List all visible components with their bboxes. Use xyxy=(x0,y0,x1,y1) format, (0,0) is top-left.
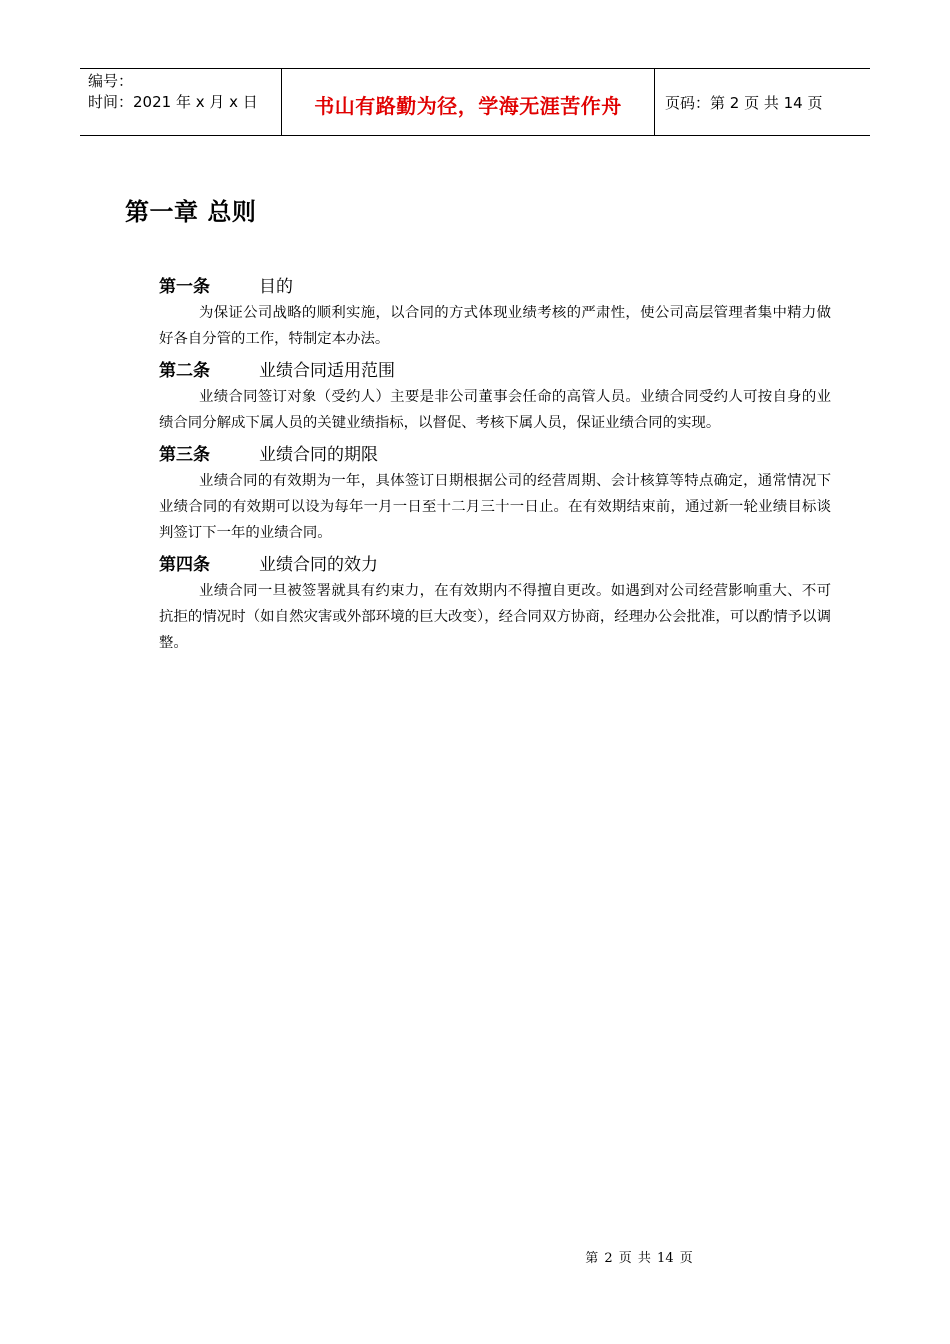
article-1 xyxy=(159,274,831,352)
article-number: 第一条 xyxy=(159,277,210,297)
header-page-cell xyxy=(655,69,870,135)
article-heading xyxy=(159,274,831,300)
time-label: 时间：2021 年 x 月 x 日 xyxy=(88,93,258,111)
article-number: 第四条 xyxy=(159,555,210,575)
article-heading xyxy=(159,442,831,468)
article-body: 业绩合同签订对象（受约人）主要是非公司董事会任命的高管人员。业绩合同受约人可按自身的业绩合同分解成下属人员的关键业绩指标，以督促、考核下属人员，保证业绩合同的实现。 xyxy=(159,389,831,431)
article-2 xyxy=(159,358,831,436)
article-body: 业绩合同一旦被签署就具有约束力，在有效期内不得擅自更改。如遇到对公司经营影响重大、不可抗拒的情况时（如自然灾害或外部环境的巨大改变），经合同双方协商，经理办公会批准，可以酌情予以调整。 xyxy=(159,583,831,651)
article-number: 第二条 xyxy=(159,361,210,381)
article-name: 业绩合同适用范围 xyxy=(259,361,395,381)
header-motto: 书山有路勤为径，学海无涯苦作舟 xyxy=(314,93,622,118)
article-name: 业绩合同的效力 xyxy=(259,555,378,575)
article-heading xyxy=(159,552,831,578)
serial-number-label: 编号： xyxy=(88,72,134,90)
article-number: 第三条 xyxy=(159,445,210,465)
page-footer: 第 2 页 共 14 页 xyxy=(585,1251,693,1266)
article-name: 目的 xyxy=(259,277,293,297)
article-body: 为保证公司战略的顺利实施，以合同的方式体现业绩考核的严肃性，使公司高层管理者集中精力做好各自分管的工作，特制定本办法。 xyxy=(159,305,831,347)
header-motto-cell xyxy=(282,69,655,135)
article-4 xyxy=(159,552,831,656)
article-3 xyxy=(159,442,831,546)
page-header xyxy=(80,68,870,136)
article-heading xyxy=(159,358,831,384)
articles-list xyxy=(159,274,831,662)
header-page-info: 页码：第 2 页 共 14 页 xyxy=(665,93,823,112)
header-meta-cell xyxy=(80,69,282,135)
article-body: 业绩合同的有效期为一年，具体签订日期根据公司的经营周期、会计核算等特点确定，通常情况下业绩合同的有效期可以设为每年一月一日至十二月三十一日止。在有效期结束前，通过新一轮业绩目标谈判签订下一年的业绩合同。 xyxy=(159,473,831,541)
article-name: 业绩合同的期限 xyxy=(259,445,378,465)
chapter-title: 第一章 总则 xyxy=(125,198,257,226)
